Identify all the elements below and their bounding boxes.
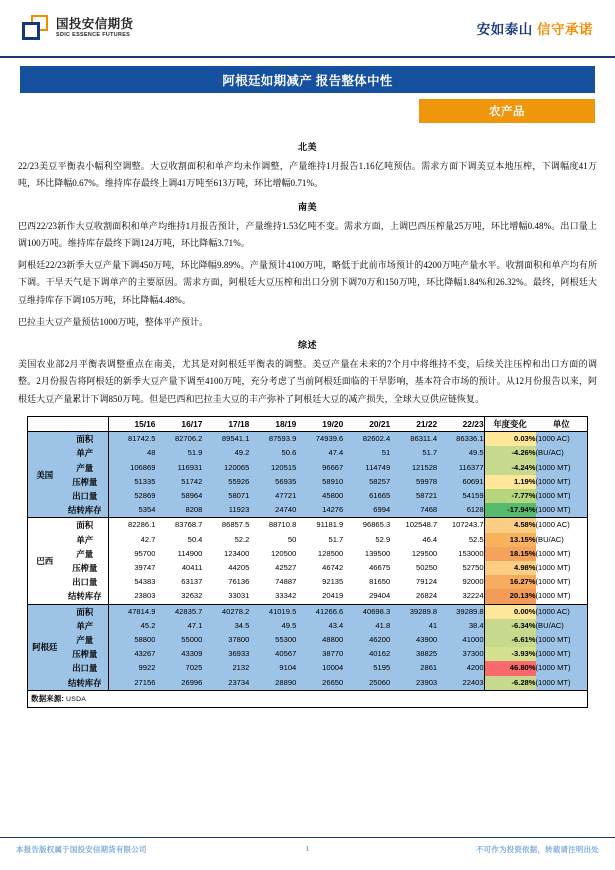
table-cell-value: 153000 [458,548,484,558]
company-logo [22,15,133,41]
table-cell-value: 55926 [228,476,250,486]
table-cell-yoy-change: 0.03% [484,432,535,447]
brand-name-cn: 国投安信期货 [56,17,134,32]
table-cell-unit: (1000 MT) [535,591,571,601]
table-cell-value: 82286.1 [108,518,155,533]
table-cell-unit: (BU/AC) [535,620,564,630]
table-cell-value: 88710.8 [249,518,296,533]
table-row-label: 单产 [76,534,94,545]
table-cell-yoy-change: -17.94% [484,503,535,518]
table-cell-value: 6128 [466,505,484,515]
table-row [28,575,587,589]
table-cell-unit: (1000 MT) [535,505,571,515]
table-cell-value: 58071 [228,490,250,500]
table-cell-value: 33031 [228,591,250,601]
table-row-label: 压榨量 [72,649,98,660]
table-cell-value: 50250 [416,562,438,572]
table-cell-value: 46.4 [422,534,438,544]
brand-name-en: SDIC ESSENCE FUTURES [56,31,131,38]
table-cell-value: 51.7 [328,534,344,544]
table-row [28,503,587,518]
table-cell-value: 120515 [270,462,297,472]
table-row [28,661,587,675]
table-cell-value: 26996 [181,677,203,687]
company-slogan [477,18,593,38]
table-row [28,475,587,489]
table-row-label: 产量 [76,634,94,645]
table-cell-value: 5354 [108,503,155,518]
table-cell-value: 23734 [228,677,250,687]
table-cell-unit: (1000 MT) [535,476,571,486]
category-badge: 农产品 [419,99,595,123]
table-cell-value: 42527 [275,562,297,572]
table-col-change-header: 年度变化 [484,417,535,432]
table-cell-value: 14276 [322,505,344,515]
table-cell-value: 45800 [322,490,344,500]
table-group-label: 阿根廷 [28,604,62,690]
table-cell-value: 40698.3 [343,604,390,619]
table-col-year-header: 15/16 [108,417,155,432]
table-row-label: 出口量 [72,663,98,674]
table-cell-value: 74887 [275,577,297,587]
table-row-label: 结转库存 [68,677,102,688]
table-cell-value: 60691 [462,476,484,486]
table-row [28,446,587,460]
table-cell-value: 120065 [224,462,250,472]
footer-page-number: 1 [305,844,310,853]
table-cell-value: 74939.6 [296,432,343,447]
table-cell-value: 58721 [416,490,438,500]
table-cell-value: 26650 [322,677,344,687]
table-col-unit-header: 单位 [536,417,587,432]
table-cell-value: 51742 [181,476,203,486]
table-cell-unit: (BU/AC) [535,448,564,458]
report-title-banner: 阿根廷如期减产 报告整体中性 [20,66,595,93]
table-cell-value: 4200 [466,663,484,673]
table-row-label: 结转库存 [68,591,102,602]
table-row [28,676,587,690]
table-cell-value: 81650 [369,577,391,587]
table-col-year-header: 18/19 [249,417,296,432]
table-cell-value: 106869 [108,461,155,475]
table-cell-value: 41000 [462,634,484,644]
table-cell-yoy-change: 13.15% [484,533,535,547]
report-body [18,123,597,408]
table-cell-value: 52.9 [375,534,391,544]
table-row-label: 结转库存 [68,505,102,516]
table-cell-value: 50.4 [187,534,203,544]
table-cell-value: 87593.9 [249,432,296,447]
table-cell-value: 47721 [275,490,297,500]
table-row [28,461,587,475]
table-row [28,518,587,533]
table-row [28,633,587,647]
table-cell-value: 40278.2 [202,604,249,619]
table-header [28,417,587,432]
table-cell-value: 51335 [108,475,155,489]
table-col-year-header: 22/23 [437,417,484,432]
table-cell-value: 43900 [416,634,438,644]
table-cell-value: 123400 [224,548,250,558]
body-paragraph: 巴拉圭大豆产量预估1000万吨，整体平产预计。 [18,316,209,327]
table-cell-unit: (1000 MT) [535,490,571,500]
table-body [28,432,587,690]
table-cell-value: 5195 [373,663,391,673]
table-cell-value: 42.7 [108,533,155,547]
table-col-year-header: 17/18 [202,417,249,432]
table-row [28,619,587,633]
table-cell-value: 41 [428,620,438,630]
table-cell-value: 55300 [275,634,297,644]
table-cell-value: 24740 [275,505,297,515]
table-row [28,547,587,561]
table-cell-value: 10004 [322,663,344,673]
table-cell-value: 36933 [228,649,250,659]
table-cell-value: 43.4 [328,620,344,630]
table-cell-value: 43309 [181,649,203,659]
table-cell-unit: (1000 MT) [535,562,571,572]
balance-sheet-table [28,417,587,690]
table-cell-yoy-change: -4.24% [484,461,535,475]
slogan-part-orange: 信守承诺 [537,22,593,37]
table-cell-value: 42835.7 [155,604,202,619]
category-badge-row [20,99,595,123]
table-cell-value: 58910 [322,476,344,486]
table-cell-value: 45.2 [108,619,155,633]
body-paragraph: 美国农业部2月平衡表调整重点在南美，尤其是对阿根廷平衡表的调整。美豆产量在未来的7个月中将维持不变，后续关注压榨和出口方面的调整。2月份报告将阿根廷的新季大豆产量下调至4100万吨，充分考虑了当前阿根廷面临的干旱影响，基本符合市场的预计。从12月份报告以来，阿根廷大豆产量累计下调850万吨。但是巴西和巴拉圭大豆的丰产弥补了阿根廷大豆的减产损失，全球大豆供应链恢复。 [18,359,597,404]
section-heading: 北美 [297,142,317,152]
table-row-label: 压榨量 [72,562,98,573]
table-cell-value: 76136 [228,577,250,587]
table-cell-value: 37800 [228,634,250,644]
table-cell-value: 39289.8 [390,604,437,619]
table-cell-value: 86311.4 [390,432,437,447]
table-cell-value: 116931 [177,462,203,472]
table-cell-value: 33342 [275,591,297,601]
table-cell-value: 44205 [228,562,250,572]
table-cell-value: 49.5 [468,448,484,458]
table-row-label: 面积 [62,604,109,619]
table-cell-unit: (1000 AC) [536,604,587,619]
table-cell-yoy-change: -6.61% [484,633,535,647]
table-cell-value: 49.5 [281,620,297,630]
table-cell-value: 32224 [462,591,484,601]
table-cell-unit: (1000 AC) [536,432,587,447]
table-row-label: 出口量 [72,490,98,501]
table-cell-unit: (1000 MT) [535,663,571,673]
table-cell-value: 51.7 [422,448,438,458]
table-cell-unit: (1000 MT) [535,649,571,659]
table-cell-value: 9922 [108,661,155,675]
table-cell-yoy-change: -3.93% [484,647,535,661]
table-cell-unit: (1000 MT) [535,462,571,472]
footer-disclaimer: 不可作为投资依据，转载请注明出处 [475,845,599,854]
table-cell-value: 58964 [181,490,203,500]
table-cell-value: 82706.2 [155,432,202,447]
table-cell-value: 96667 [322,462,344,472]
table-cell-value: 39289.8 [437,604,484,619]
table-cell-yoy-change: 4.98% [484,561,535,575]
body-paragraph: 巴西22/23新作大豆收割面积和单产均维持1月报告预计，产量维持1.53亿吨不变。需求方面，上调巴西压榨量25万吨，环比增幅0.48%。出口量上调100万吨。维持库存最终下调124万吨，环比降幅3.71%。 [18,220,597,248]
table-cell-value: 83768.7 [155,518,202,533]
table-row-label: 单产 [76,620,94,631]
table-cell-value: 52869 [108,489,155,503]
table-cell-value: 52750 [462,562,484,572]
table-row [28,561,587,575]
table-cell-value: 41019.5 [249,604,296,619]
data-source-note [28,690,587,707]
table-cell-value: 89541.1 [202,432,249,447]
table-cell-value: 37300 [462,649,484,659]
table-cell-value: 47.4 [328,448,344,458]
table-row-label: 产量 [76,462,94,473]
table-cell-value: 2132 [232,663,250,673]
table-col-group-header [28,417,62,432]
table-cell-value: 47814.9 [108,604,155,619]
table-cell-value: 86336.1 [437,432,484,447]
table-cell-value: 52.2 [234,534,250,544]
table-row-label: 单产 [76,448,94,459]
table-cell-value: 46200 [369,634,391,644]
logo-squares-icon [22,15,49,41]
table-row [28,533,587,547]
table-cell-unit: (1000 MT) [535,548,571,558]
body-paragraph: 22/23美豆平衡表小幅利空调整。大豆收割面积和单产均未作调整，产量维持1月报告1.16亿吨预估。需求方面下调美豆本地压榨，下调幅度41万吨，环比降幅0.67%。维持库存最终上调41万吨至613万吨，环比增幅0.71%。 [18,161,597,189]
table-cell-value: 114900 [177,548,203,558]
table-cell-value: 6994 [373,505,391,515]
table-cell-yoy-change: -4.26% [484,446,535,460]
table-cell-yoy-change: 16.27% [484,575,535,589]
table-cell-value: 61665 [369,490,391,500]
table-row [28,604,587,619]
table-cell-value: 120500 [270,548,297,558]
table-cell-value: 28890 [275,677,297,687]
balance-sheet-table-container [27,416,588,708]
table-col-year-header: 20/21 [343,417,390,432]
table-cell-value: 46742 [322,562,344,572]
table-cell-value: 86857.5 [202,518,249,533]
table-cell-value: 79124 [416,577,438,587]
table-cell-value: 26824 [416,591,438,601]
table-cell-yoy-change: 0.00% [484,604,535,619]
table-cell-value: 52.5 [468,534,484,544]
table-cell-value: 9104 [279,663,297,673]
table-cell-value: 121528 [411,462,438,472]
table-cell-yoy-change: -6.28% [484,676,535,690]
table-cell-value: 114749 [365,462,391,472]
table-cell-value: 54159 [462,490,484,500]
table-cell-value: 48800 [322,634,344,644]
data-source-label: 数据来源: [31,693,64,703]
table-cell-yoy-change: 4.58% [484,518,535,533]
section-heading: 综述 [297,340,317,351]
table-cell-value: 38770 [322,649,344,659]
table-col-item-header [62,417,109,432]
table-cell-value: 92000 [462,577,484,587]
table-cell-value: 50 [287,534,297,544]
table-header-row [28,417,587,432]
table-cell-value: 23903 [416,677,438,687]
table-row [28,589,587,604]
table-cell-value: 82602.4 [343,432,390,447]
table-cell-value: 91181.9 [296,518,343,533]
table-cell-value: 59978 [416,476,438,486]
table-cell-value: 38825 [416,649,438,659]
table-row [28,489,587,503]
table-cell-value: 96865.3 [343,518,390,533]
table-row-label: 面积 [62,432,109,447]
table-cell-unit: (1000 MT) [535,577,571,587]
table-row-label: 面积 [62,518,109,533]
table-cell-value: 116377 [458,462,484,472]
table-row-label: 产量 [76,548,94,559]
table-cell-value: 22403 [462,677,484,687]
footer-copyright: 本报告版权属于国投安信期货有限公司 [16,845,147,854]
table-cell-value: 29404 [369,591,391,601]
table-cell-value: 34.5 [234,620,250,630]
table-cell-value: 48 [108,446,155,460]
table-cell-value: 39747 [108,561,155,575]
table-cell-value: 41.8 [375,620,391,630]
table-cell-value: 7025 [185,663,203,673]
table-cell-value: 32632 [181,591,203,601]
table-cell-value: 2861 [420,663,438,673]
table-cell-value: 40411 [181,562,203,572]
table-cell-unit: (BU/AC) [535,534,564,544]
table-cell-value: 40567 [275,649,297,659]
table-cell-value: 128500 [317,548,344,558]
table-cell-unit: (1000 MT) [535,677,571,687]
table-cell-value: 56935 [275,476,297,486]
table-cell-value: 38.4 [468,620,484,630]
table-cell-yoy-change: 1.19% [484,475,535,489]
table-cell-value: 139500 [364,548,391,558]
table-cell-value: 129500 [411,548,438,558]
table-cell-value: 41266.6 [296,604,343,619]
table-cell-value: 50.6 [281,448,297,458]
table-row [28,432,587,447]
table-cell-value: 51.9 [187,448,203,458]
data-source-value: USDA [66,695,87,703]
table-col-year-header: 16/17 [155,417,202,432]
table-cell-yoy-change: 46.80% [484,661,535,675]
table-cell-value: 43267 [108,647,155,661]
slogan-part-blue: 安如泰山 [476,22,533,37]
table-cell-value: 40162 [369,649,391,659]
table-cell-yoy-change: -6.34% [484,619,535,633]
section-heading: 南美 [297,201,317,212]
table-cell-unit: (1000 MT) [535,634,571,644]
table-cell-yoy-change: 20.13% [484,589,535,604]
table-col-year-header: 19/20 [296,417,343,432]
brand-text [56,18,133,38]
logo-blue-square-icon [22,22,40,40]
table-cell-value: 107243.7 [437,518,484,533]
table-group-label: 巴西 [28,518,62,604]
table-cell-value: 46675 [369,562,391,572]
table-cell-value: 7468 [420,505,438,515]
table-cell-yoy-change: -7.77% [484,489,535,503]
table-group-label: 美国 [28,432,62,518]
table-cell-value: 81742.5 [108,432,155,447]
table-row-label: 压榨量 [72,476,98,487]
table-cell-unit: (1000 AC) [536,518,587,533]
page-header [0,0,615,58]
table-cell-value: 58257 [369,476,391,486]
body-paragraph: 阿根廷22/23新季大豆产量下调450万吨，环比降幅9.89%。产量预计4100万吨，略低于此前市场预计的4200万吨产量水平。收割面积和单产均有所下调。干旱天气是下调单产的主要原因。需求方面，阿根廷大豆压榨和出口分别下调70万和150万吨，环比降幅1.84%和26.32%。最终，阿根廷大豆维持库存下调105万吨，环比降幅4.48%。 [18,260,597,305]
table-col-year-header: 21/22 [390,417,437,432]
table-row-label: 出口量 [72,577,98,588]
table-cell-value: 25060 [369,677,391,687]
page-footer [0,837,615,870]
table-cell-value: 20419 [322,591,344,601]
table-cell-value: 95700 [108,547,155,561]
table-cell-value: 11923 [228,505,250,515]
table-row [28,647,587,661]
table-cell-value: 92135 [322,577,344,587]
table-cell-value: 102548.7 [390,518,437,533]
table-cell-value: 8208 [185,505,203,515]
table-cell-yoy-change: 18.15% [484,547,535,561]
table-cell-value: 51 [381,448,391,458]
table-cell-value: 27156 [108,676,155,690]
table-cell-value: 54383 [108,575,155,589]
table-cell-value: 23803 [108,589,155,604]
table-cell-value: 47.1 [187,620,203,630]
table-cell-value: 49.2 [234,448,250,458]
table-cell-value: 55000 [181,634,203,644]
table-cell-value: 58800 [108,633,155,647]
table-cell-value: 63137 [181,577,203,587]
